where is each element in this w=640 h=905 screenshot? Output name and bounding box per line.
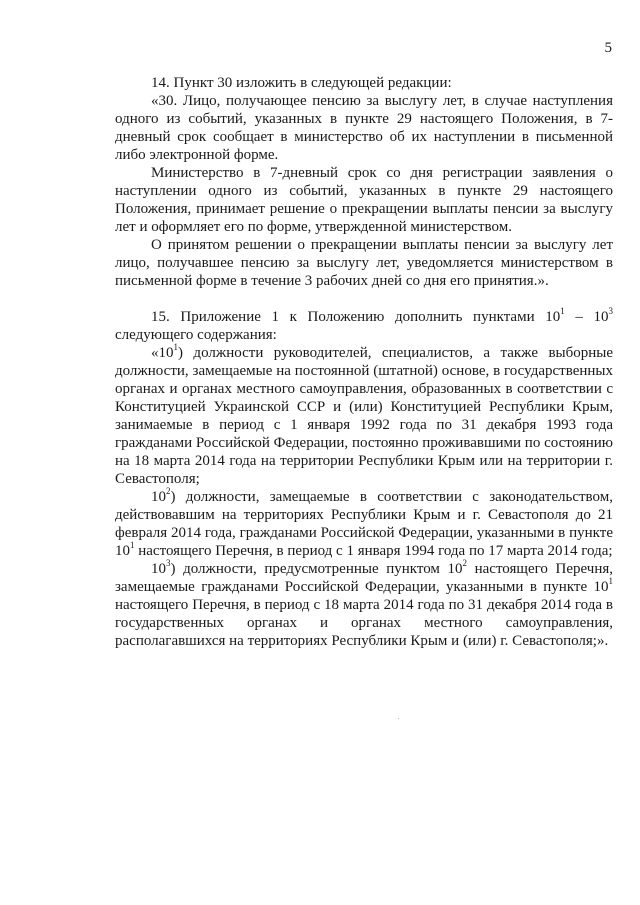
item-15-point-10-2: $10^2$) должности, замещаемые в соответствии с законодательством, действовавшим на территориях Республики Крым и г. Севастополя до 21 февраля 2014 года, гражданами Российской Федерации, указанными в пункте $10^1$ настоящего Перечня, в период с 1 января 1994 года по 17 марта 2014 года; (115, 486, 613, 559)
item-14-paragraph-ministry: Министерство в 7-дневный срок со дня регистрации заявления о наступлении одного из событий, указанных в пункте 29 настоящего Положения, принимает решение о прекращении выплаты пенсии за выслугу лет и оформляет его по форме, утвержденной министерством. (115, 165, 613, 235)
item-14-paragraph-30: «30. Лицо, получающее пенсию за выслугу лет, в случае наступления одного из событий, указанных в пункте 29 настоящего Положения, в 7-дневный срок сообщает в министерство об их наступлении в письменной либо электронной форме. (115, 93, 613, 163)
scan-speck (398, 718, 399, 719)
item-15-point-10-1: «$10^1$) должности руководителей, специалистов, а также выборные должности, замещаемые на постоянной (штатной) основе, в государственных органах и органах местного самоуправления, образованных в соответствии с Конституцией Украинской ССР и (или) Конституцией Республики Крым, занимаемые в период с 1 января 1992 года по 31 декабря 1993 года гражданами Российской Федерации, постоянно проживавшими по состоянию на 18 марта 2014 года на территории Республики Крым или на территории г. Севастополя; (115, 342, 613, 487)
page-number: 5 (604, 40, 612, 56)
item-14-heading: 14. Пункт 30 изложить в следующей редакции: (151, 75, 452, 91)
document-body (115, 74, 613, 650)
item-15-intro: 15. Приложение 1 к Положению дополнить пунктами $10^1 - 10^3$ следующего содержания: (115, 306, 613, 343)
item-15-point-10-3: $10^3$) должности, предусмотренные пунктом $10^2$ настоящего Перечня, замещаемые гражданами Российской Федерации, указанными в пункте $10^1$ настоящего Перечня, в период с 18 марта 2014 года по 31 декабря 2014 года в государственных органах и органах местного самоуправления, располагавшихся на территориях Республики Крым и (или) г. Севастополя;». (115, 558, 613, 649)
item-14-paragraph-notice: О принятом решении о прекращении выплаты пенсии за выслугу лет лицо, получавшее пенсию за выслугу лет, уведомляется министерством в письменной форме в течение 3 рабочих дней со дня его принятия.». (115, 237, 613, 289)
